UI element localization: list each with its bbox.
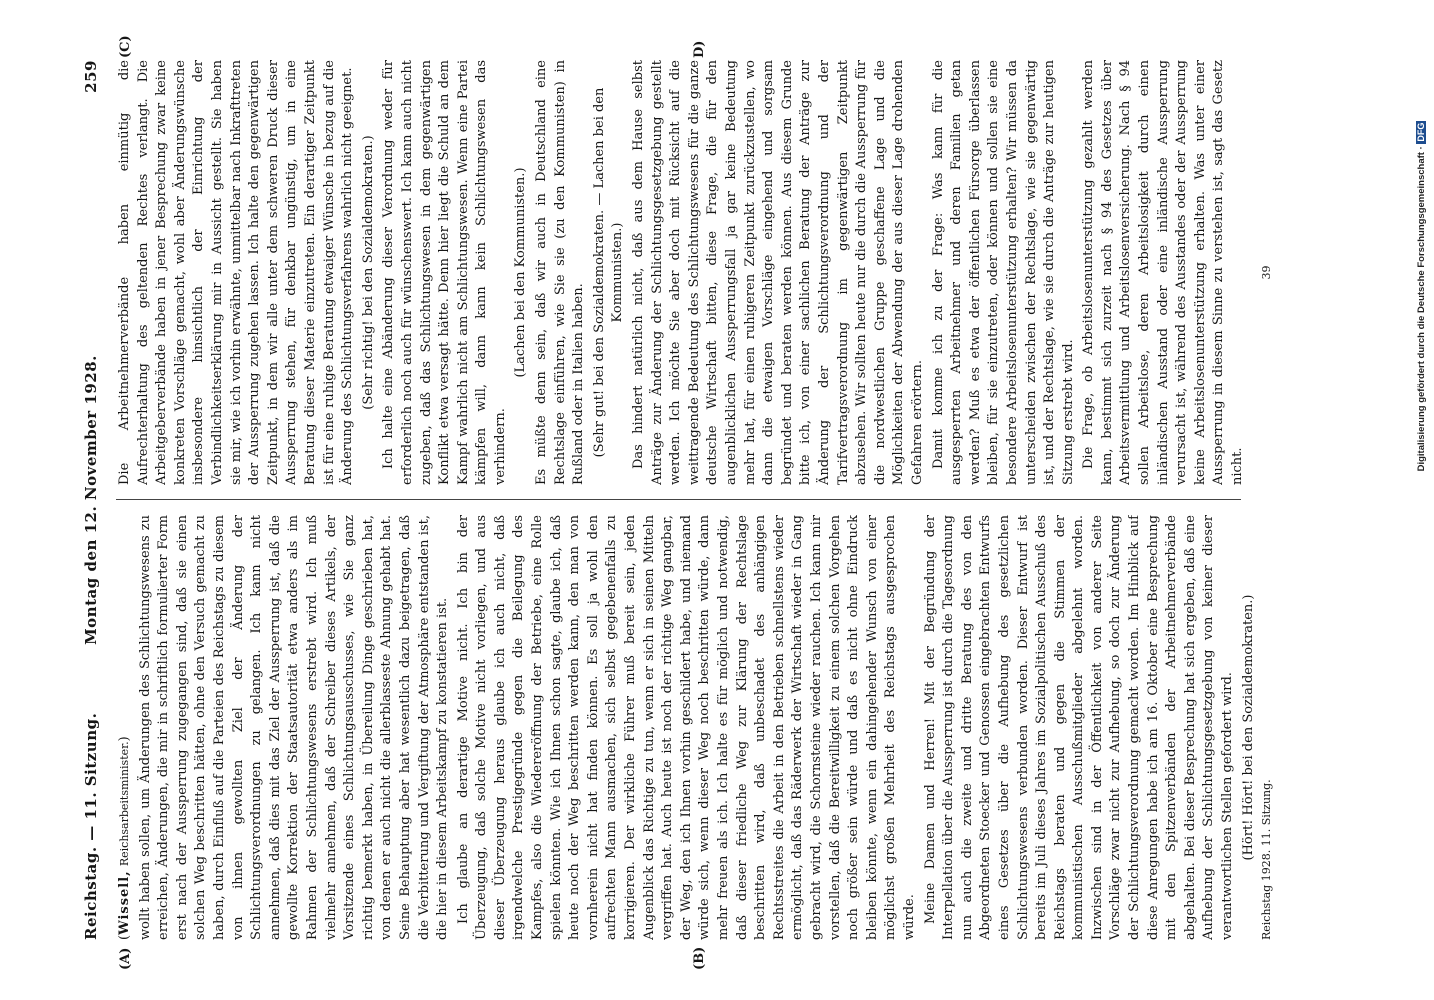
paragraph: Die Arbeitnehmerverbände haben einmütig die Aufrechterhaltung des geltenden Rechtes verlangt. Die Arbeitgeberverbände haben in jener Besprechung zwar keine konkreten Vorschläge gemacht, wohl aber Änderungswünsche insbesondere hinsichtlich der Einrichtung der Verbindlichkeitserklärung mir in Aussicht gestellt. Sie haben sie mir, wie ich vorhin erwähnte, unmittelbar nach Inkrafttreten der Aussperrung zugehen lassen. Ich halte den gegenwärtigen Zeitpunkt, in dem wir alle unter dem schweren Druck dieser Aussperrung stehen, für denkbar ungünstig, um in eine Beratung dieser Materie einzutreten. Ein derartiger Zeitpunkt ist für eine ruhige Beratung etwaiger Wünsche in bezug auf die Änderung des Schlichtungsverfahrens wahrlich nicht geeignet. [117, 60, 356, 485]
header-left: Reichstag. — 11. Sitzung. [82, 712, 100, 940]
margin-mark-d: D) [692, 40, 707, 58]
page-number: 259 [82, 60, 100, 93]
left-column [116, 515, 1256, 940]
running-header [82, 60, 106, 940]
paragraph: Meine Damen und Herren! Mit der Begründung der Interpellation über die Aussperrung ist durch die Tagesordnung nun auch die zweite und dritte Beratung des von den Abgeordneten Stoecker und Genossen eingebrachten Entwurfs eines Gesetzes über die Aufhebung des gesetzlichen Schlichtungswesens verbunden worden. Dieser Entwurf ist bereits im Juli dieses Jahres im Sozialpolitischen Ausschuß des Reichstags beraten und gegen die Stimmen der kommunistischen Ausschußmitglieder abgelehnt worden. Inzwischen sind in der Öffentlichkeit von anderer Seite Vorschläge zwar nicht zur Aufhebung, so doch zur Änderung der Schlichtungsverordnung gemacht worden. Im Hinblick auf diese Anregungen habe ich am 16. Oktober eine Besprechung mit den Spitzenverbänden der Arbeitnehmerverbände abgehalten. Bei dieser Besprechung hat sich ergeben, daß eine Aufhebung der Schlichtungsgesetzgebung von keiner dieser verantwortlichen Stellen gefordert wird. [922, 515, 1236, 940]
interjection: (Lachen bei den Kommunisten.) [513, 167, 529, 378]
paragraph: Damit komme ich zu der Frage: Was kann für die ausgesperrten Arbeitnehmer und deren Familien getan werden? Muß es etwa der öffentlichen Fürsorge überlassen bleiben, für sie einzutreten, oder können und sollen sie eine besondere Arbeitslosenunterstützung erhalten? Wir müssen da unterscheiden zwischen der Rechtslage, wie sie gegenwärtig ist, und der Rechtslage, wie sie durch die Anträge zur heutigen Sitzung erstrebt wird. [930, 60, 1076, 485]
paragraph: wollt haben sollen, um Änderungen des Schlichtungswesens zu erreichen, Änderungen, die mir in schriftlich formulierter Form erst nach der Aussperrung zugegangen sind, daß sie einen solchen Weg beschritten hätten, ohne den Versuch gemacht zu haben, durch Einfluß auf die Parteien des Reichstags zu diesem von ihnen gewollten Ziel der Änderung der Schlichtungsverordnungen zu gelangen. Ich kann nicht annehmen, daß dies mit das Ziel der Aussperrung ist, daß die gewollte Korrektion der Staatsautorität etwa anders als im Rahmen der Schlichtungswesens erstrebt wird. Ich muß vielmehr annehmen, daß der Schreiber dieses Artikels, der Vorsitzende eines Schlichtungsausschusses, wie Sie ganz richtig bemerkt haben, in Übereilung Dinge geschrieben hat, von denen er auch nicht die allerblasseste Ahnung gehabt hat. Seine Behauptung aber hat wesentlich dazu beigetragen, daß die Verbitterung und Vergiftung der Atmosphäre entstanden ist, die hier in diesem Arbeitskampf zu konstatieren ist. [137, 515, 451, 940]
credit-text: Digitalisierung gefördert durch die Deutsche Forschungsgemeinschaft [1416, 152, 1427, 472]
speaker-name: Wissell, [117, 870, 132, 935]
dfg-logo: DFG [1416, 122, 1426, 142]
footer [1260, 60, 1282, 940]
column-divider [116, 499, 1241, 500]
paragraph: Es müßte denn sein, daß wir auch in Deutschland eine Rechtslage einführen, wie Sie sie (zu den Kommunisten) in Rußland oder in Italien haben. [534, 60, 587, 485]
paragraph: Ich glaube an derartige Motive nicht. Ich bin der Überzeugung, daß solche Motive nicht vorliegen, und aus dieser Überzeugung heraus glaube ich auch nicht, daß irgendwelche Prestigegründe gegen die Beilegung des Kampfes, also die Wiedereröffnung der Betriebe, eine Rolle spielen könnten. Wie ich Ihnen schon sagte, glaube ich, daß heute noch der Weg beschritten werden kann, den man von vornherein nicht hat finden können. Es soll ja wohl den aufrechten Mann ausmachen, sich selbst gegebenenfalls zu korrigieren. Der wirkliche Führer muß bereit sein, jeden Augenblick das Richtige zu tun, wenn er sich in seinen Mitteln vergriffen hat. Auch heute ist noch der richtige Weg gangbar, der Weg, den ich Ihnen vorhin geschildert habe, und niemand würde sich, wenn dieser Weg noch beschritten würde, dann mehr freuen als ich. Ich halte es für möglich und notwendig, daß dieser friedliche Weg zur Klärung der Rechtslage beschritten wird, daß unbeschadet des anhängigen Rechtsstreites die Arbeit in den Betrieben schnellstens wieder ermöglicht, daß das Räderwerk der Wirtschaft wieder in Gang gebracht wird, die Schornsteine wieder rauchen. Ich kann mir vorstellen, daß die Bereitwilligkeit zu einem solchen Vorgehen noch größer sein würde und daß es nicht ohne Eindruck bleiben könnte, wenn ein dahingehender Wunsch von einer möglichst großen Mehrheit des Reichstags ausgesprochen würde. [455, 515, 917, 940]
speaker-line: (Wissell, Reichsarbeitsminister.) [117, 736, 132, 940]
margin-mark-b: (B) [692, 946, 707, 970]
signature-number: 39 [1260, 265, 1273, 280]
margin-mark-c: (C) [118, 35, 133, 58]
footer-left: Reichstag 1928. 11. Sitzung. [1260, 779, 1273, 940]
speaker-role: Reichsarbeitsminister. [118, 741, 131, 867]
interjection: (Sehr gut! bei den Sozialdemokraten. — Lachen bei den Kommunisten.) [591, 87, 626, 458]
interjection: (Sehr richtig! bei den Sozialdemokraten.) [360, 135, 376, 410]
paragraph: Die Frage, ob Arbeitslosenunterstützung gezahlt werden kann, bestimmt sich zurzeit nach § 94 des Gesetzes über Arbeitsvermittlung und Arbeitslosenversicherung. Nach § 94 sollen Arbeitslose, deren Arbeitslosigkeit durch einen inländischen Ausstand oder eine inländische Aussperrung verursacht ist, während des Ausstandes oder der Aussperrung keine Arbeitslosenunterstützung erhalten. Was unter einer Aussperrung in diesem Sinne zu verstehen ist, sagt das Gesetz nicht. [1081, 60, 1246, 485]
right-column [116, 60, 1256, 485]
credit-text-line: Digitalisierung gefördert durch die Deutsche Forschungsgemeinschaft · DFG [1416, 122, 1427, 472]
header-date: Montag den 12. November 1928. [82, 355, 100, 645]
paragraph: Ich halte eine Abänderung dieser Verordnung weder für erforderlich noch auch für wünschenswert. Ich kann auch nicht zugeben, daß das Schlichtungswesen in dem gegenwärtigen Konflikt etwa versagt hätte. Denn hier liegt die Schuld an dem Kampf wahrlich nicht am Schlichtungswesen. Wenn eine Partei kämpfen will, dann kann kein Schlichtungswesen das verhindern. [381, 60, 508, 485]
digitization-credit [1416, 6, 1430, 586]
interjection: (Hört! Hört! bei den Sozialdemokraten.) [1240, 594, 1256, 861]
paragraph: Das hindert natürlich nicht, daß aus dem Hause selbst Anträge zur Änderung der Schlichtungsgesetzgebung gestellt werden. Ich möchte Sie aber doch mit Rücksicht auf die weittragende Bedeutung des Schlichtungswesens für die ganze deutsche Wirtschaft bitten, diese Frage, die für den augenblicklichen Aussperrungsfall ja gar keine Bedeutung mehr hat, für einen ruhigeren Zeitpunkt zurückzustellen, wo dann die etwaigen Vorschläge eingehend und sorgsam begründet und beraten werden können. Aus diesem Grunde bitte ich, von einer sachlichen Beratung der Anträge zur Änderung der Schlichtungsverordnung und der Tarifvertragsverordnung im gegenwärtigen Zeitpunkt abzusehen. Wir sollten heute nur die durch die Aussperrung für die nordwestlichen Gruppe geschaffene Lage und die Möglichkeiten der Abwendung der aus dieser Lage drohenden Gefahren erörtern. [631, 60, 925, 485]
rotated-page-content [82, 35, 1292, 970]
margin-mark-a: (A) [118, 947, 133, 970]
